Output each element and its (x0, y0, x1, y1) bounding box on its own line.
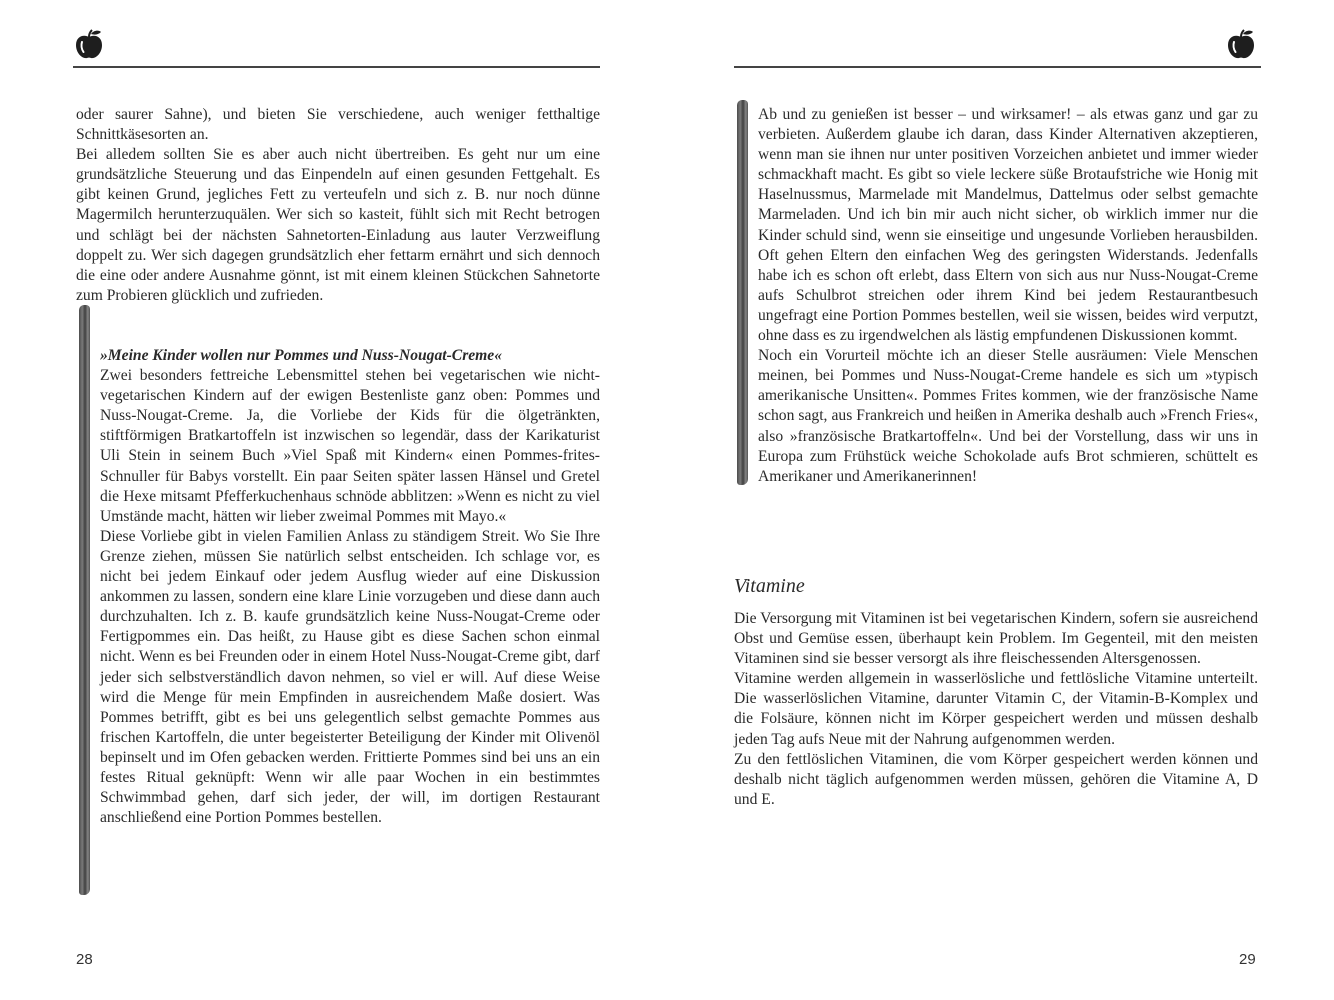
page-number: 29 (1239, 951, 1256, 968)
paragraph: Noch ein Vorurteil möchte ich an dieser Stelle ausräumen: Viele Menschen meinen, bei Pommes und Nuss-Nougat-Creme handele es sich um »typisch amerikanische Unsitten«. Pommes Frites kommen, wie der französische Name schon sagt, aus Frankreich und heißen in Amerika deshalb auch »French Fries«, also »französische Bratkartoffeln«. Und bei der Vorstellung, dass wir uns in Europa zum Frühstück weiche Schokolade aufs Brot schmieren, schüttelt es Amerikaner und Amerikanerinnen! (758, 347, 1258, 485)
apple-icon (1224, 28, 1258, 62)
brush-stroke-bar (737, 100, 748, 485)
page-number: 28 (76, 951, 93, 968)
apple-icon (72, 28, 106, 62)
paragraph: Zwei besonders fettreiche Lebensmittel stehen bei vegetarischen wie nicht-vegetarischen Kindern auf der ewigen Bestenliste ganz oben: Pommes und Nuss-Nougat-Creme. Ja, die Vorliebe der Kids für die ölgetränkten, stiftförmigen Bratkartoffeln ist inzwischen so legendär, dass der Karikaturist Uli Stein in seinem Buch »Viel Spaß mit Kindern« einen Pommes-frites-Schnuller für Babys vorstellt. Ein paar Seiten später lassen Hänsel und Gretel die Hexe mitsamt Pfefferkuchenhaus schnöde abblitzen: »Wenn es nicht zu viel Umstände macht, hätten wir lieber zweimal Pommes mit Mayo.« (100, 367, 600, 525)
paragraph: Bei alledem sollten Sie es aber auch nicht übertreiben. Es geht nur um eine grundsätzliche Steuerung und das Einpendeln auf einen gesunden Fettgehalt. Es gibt keinen Grund, jegliches Fett zu verteufeln und sich z. B. nur noch dünne Magermilch herunterzuquälen. Wer sich so kasteit, fühlt sich mit Recht betrogen und schlägt bei der nächsten Sahnetorten-Einladung aus lauter Verzweiflung doppelt zu. Wer sich dagegen grundsätzlich eher fettarm ernährt und sich dennoch die eine oder andere Ausnahme gönnt, ist mit einem kleinen Stückchen Sahnetorte zum Probieren glücklich und zufrieden. (76, 146, 600, 304)
paragraph: Diese Vorliebe gibt in vielen Familien Anlass zu ständigem Streit. Wo Sie Ihre Grenze ziehen, müssen Sie natürlich selbst entscheiden. Ich schlage vor, es nicht bei jedem Einkauf oder jedem Ausflug wieder auf eine Diskussion ankommen zu lassen, sondern eine klare Linie vorzugeben und diese dann auch durchzuhalten. Ich z. B. kaufe grundsätzlich keine Nuss-Nougat-Creme oder Fertigpommes ein. Das heißt, zu Hause gibt es diese Sachen schon einmal nicht. Wenn es bei Freunden oder in einem Hotel Nuss-Nougat-Creme gibt, darf jeder sich selbstverständlich davon nehmen, so viel er will. Auf diese Weise wird die Menge für mein Empfinden in ausreichendem Maße dosiert. Was Pommes betrifft, gibt es bei uns gelegentlich selbst gemachte Pommes aus frischen Kartoffeln, die unter begeisterter Beteiligung der Kinder mit Olivenöl bepinselt und im Ofen gebacken werden. Frittierte Pommes sind bei uns an ein festes Ritual geknüpft: Wenn wir alle paar Wochen in ein bestimmtes Schwimmbad gehen, darf sich jeder, der will, im dortigen Restaurant anschließend eine Portion Pommes bestellen. (100, 527, 600, 827)
paragraph: Die Versorgung mit Vitaminen ist bei vegetarischen Kindern, sofern sie ausreichend Obst und Gemüse essen, überhaupt kein Problem. Im Gegenteil, mit den meisten Vitaminen sind sie besser versorgt als ihre fleischessenden Altersgenossen. (734, 610, 1258, 668)
paragraph: Ab und zu genießen ist besser – und wirksamer! – als etwas ganz und gar zu verbieten. Außerdem glaube ich daran, dass Kinder Alternativen akzeptieren, wenn man sie ihnen nur unter positiven Vorzeichen anbietet und immer wieder schmackhaft macht. Es gibt so viele leckere süße Brotaufstriche wie Honig mit Haselnussmus, Marmelade mit Mandelmus, Dattelmus oder selbst gemachte Marmeladen. Und ich bin mir auch nicht sicher, ob wirklich immer nur die Kinder schuld sind, wenn sie einseitige und ungesunde Vorlieben herausbilden. Oft gehen Eltern den einfachen Weg des geringsten Widerstands. Jedenfalls habe ich es schon oft erlebt, dass Eltern von sich aus nur Nuss-Nougat-Creme aufs Schulbrot streichen oder ihrem Kind bei jedem Restaurantbesuch ungefragt eine Portion Pommes bestellen, weil sie wissen, beides wird verputzt, ohne dass es zu irgendwelchen als lästig empfundenen Diskussionen kommt. (758, 106, 1258, 345)
brush-stroke-bar (79, 305, 90, 895)
sidebar-box (758, 105, 1258, 487)
paragraph: oder saurer Sahne), und bieten Sie verschiedene, auch weniger fetthaltige Schnittkäsesorten an. (76, 106, 600, 144)
paragraph: Vitamine werden allgemein in wasserlösliche und fettlösliche Vitamine unterteilt. Die wasserlöslichen Vitamine, darunter Vitamin C, der Vitamin-B-Komplex und die Folsäure, können nicht im Körper gespeichert werden und müssen deshalb jeden Tag aufs Neue mit der Nahrung aufgenommen werden. (734, 670, 1258, 748)
section-heading: Vitamine (734, 575, 805, 597)
paragraph: Zu den fettlöslichen Vitaminen, die vom Körper gespeichert werden können und deshalb nicht täglich aufgenommen werden müssen, gehören die Vitamine A, D und E. (734, 750, 1258, 808)
body-text (76, 105, 600, 306)
header-rule (73, 66, 600, 68)
right-page (667, 0, 1334, 1000)
sidebar-box (100, 346, 600, 828)
header-rule (734, 66, 1261, 68)
box-heading: »Meine Kinder wollen nur Pommes und Nuss-Nougat-Creme« (100, 347, 503, 364)
body-text (734, 609, 1258, 810)
